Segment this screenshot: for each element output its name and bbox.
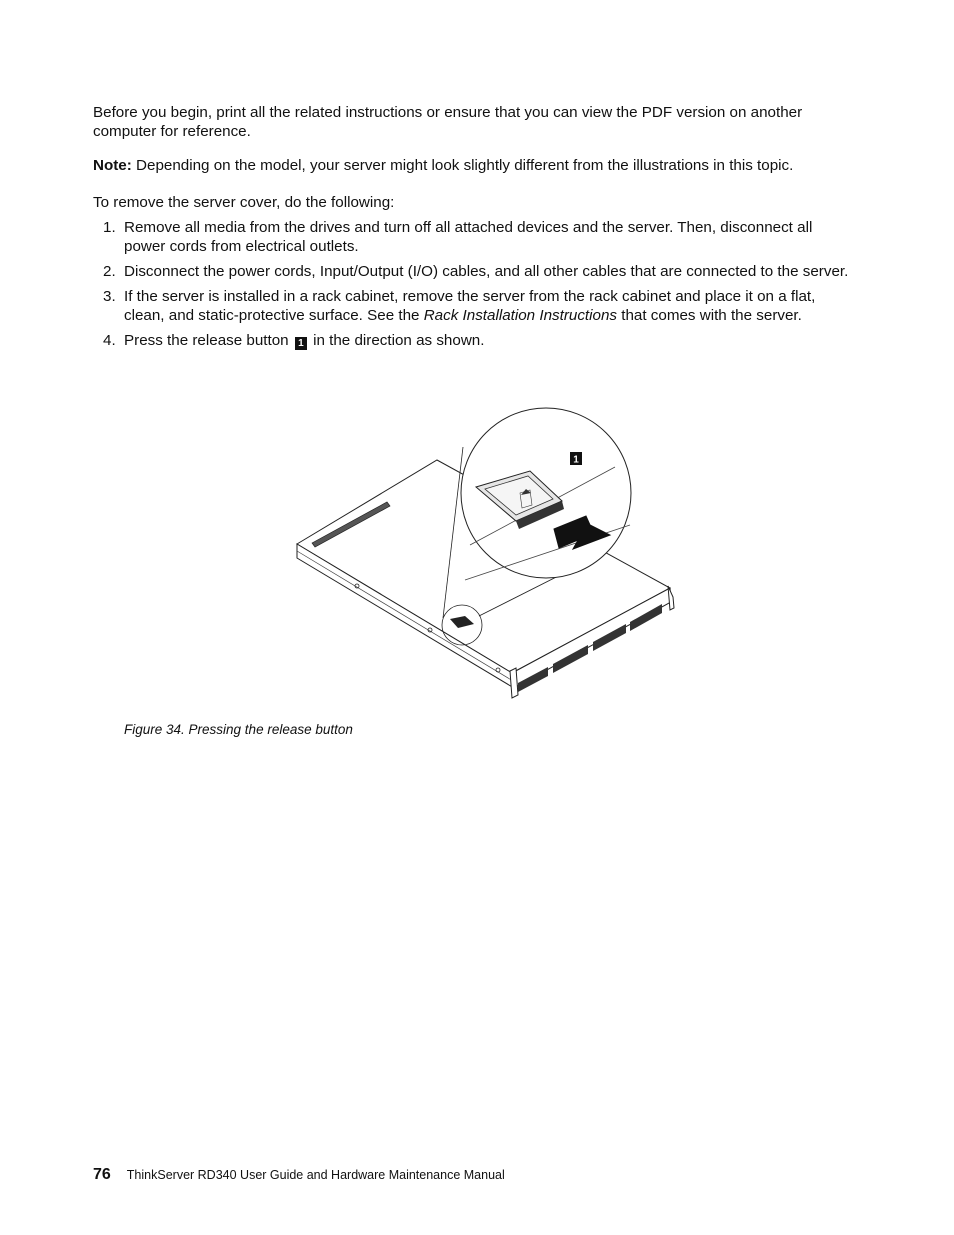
step-text: Remove all media from the drives and turn off all attached devices and the server. Then, disconnect all power cords from electrical outlets. bbox=[124, 219, 813, 255]
step-text: Disconnect the power cords, Input/Output (I/O) cables, and all other cables that are connected to the server. bbox=[124, 263, 849, 280]
procedure-lead: To remove the server cover, do the following: bbox=[93, 194, 395, 211]
step-2 bbox=[93, 262, 853, 281]
intro-paragraph: Before you begin, print all the related instructions or ensure that you can view the PDF version on another computer for reference. bbox=[93, 104, 803, 140]
document-title: ThinkServer RD340 User Guide and Hardware Maintenance Manual bbox=[126, 1168, 505, 1182]
document-reference-link: Rack Installation Instructions bbox=[423, 307, 618, 324]
step-4 bbox=[93, 331, 853, 350]
figure-caption: Figure 34. Pressing the release button bbox=[124, 722, 353, 737]
note-paragraph bbox=[93, 156, 853, 175]
note-text: Depending on the model, your server might look slightly different from the illustrations in this topic. bbox=[131, 157, 794, 174]
step-1 bbox=[93, 218, 853, 256]
page-footer bbox=[93, 1166, 505, 1184]
step-number: 3. bbox=[103, 288, 116, 305]
step-text-end: that comes with the server. bbox=[617, 307, 802, 324]
step-number: 1. bbox=[103, 219, 116, 236]
rack-ear-right bbox=[668, 586, 674, 610]
step-number: 2. bbox=[103, 263, 116, 280]
server-release-button-illustration bbox=[290, 405, 680, 700]
step-text: If the server is installed in a rack cabinet, remove the server from the rack cabinet and place it on a flat, clean, and static-protective surface. See the bbox=[124, 288, 816, 324]
step-text: Press the release button bbox=[124, 332, 293, 349]
page-number: 76 bbox=[93, 1166, 111, 1183]
note-label: Note: bbox=[93, 157, 132, 174]
step-text-end: in the direction as shown. bbox=[308, 332, 485, 349]
server-illustration-svg bbox=[290, 405, 680, 700]
rack-ear-left bbox=[510, 668, 518, 698]
procedure-steps bbox=[93, 218, 853, 356]
figure-callout-label: 1 bbox=[573, 454, 579, 466]
step-number: 4. bbox=[103, 332, 116, 349]
callout-badge: 1 bbox=[295, 337, 307, 350]
step-3 bbox=[93, 287, 853, 325]
